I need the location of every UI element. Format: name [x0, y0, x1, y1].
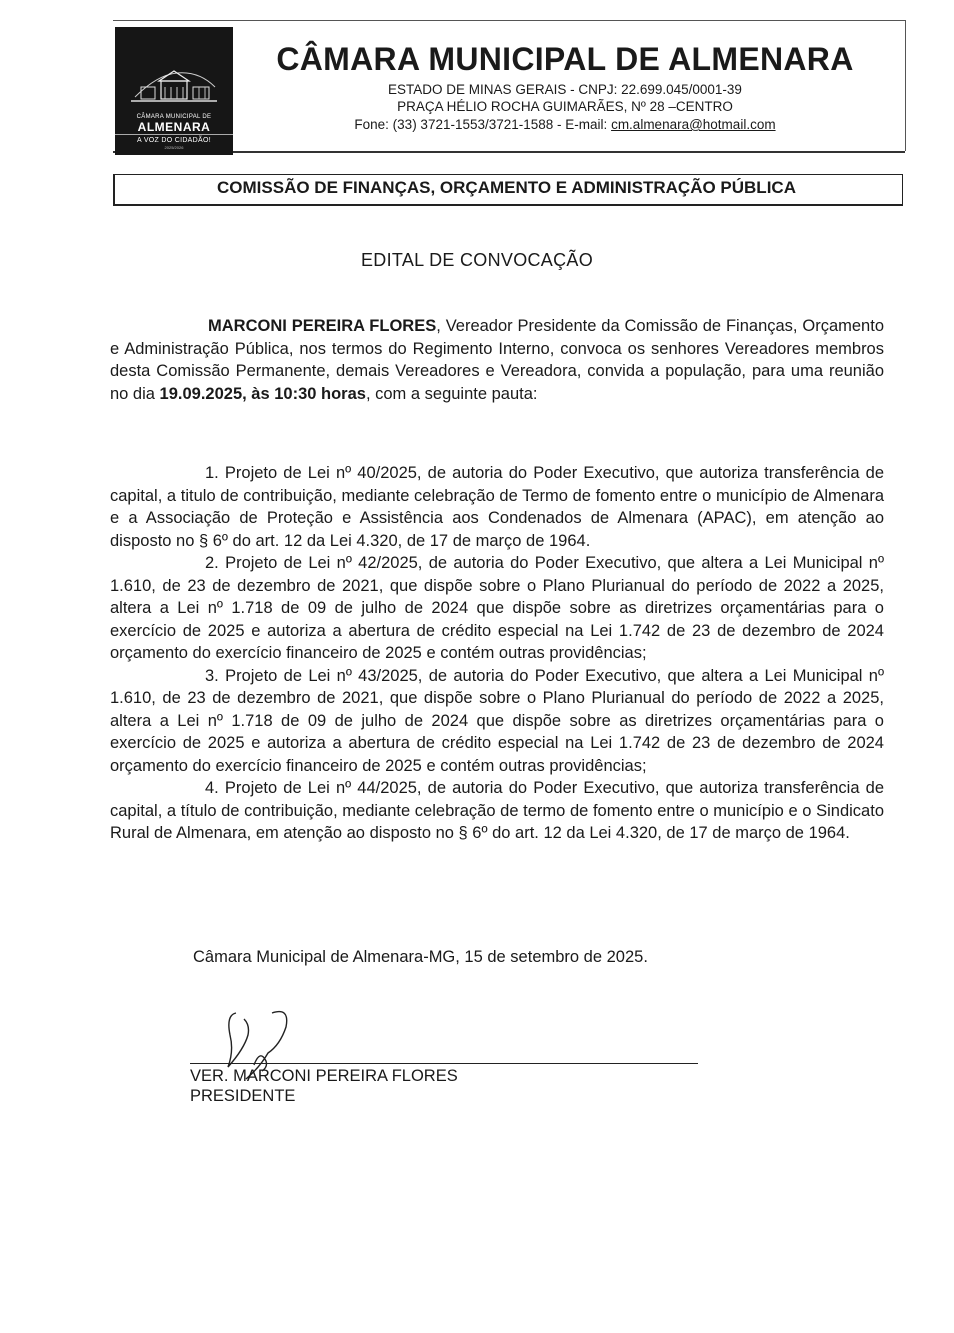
organization-name: CÂMARA MUNICIPAL DE ALMENARA — [276, 41, 854, 77]
logo-line-2: ALMENARA — [115, 120, 233, 135]
chamber-logo — [115, 27, 233, 155]
signer-role: PRESIDENTE — [190, 1087, 296, 1105]
phone-text: Fone: (33) 3721-1553/3721-1588 - E-mail: — [354, 117, 612, 132]
agenda-item: 4. Projeto de Lei nº 44/2025, de autoria do Poder Executivo, que autoriza transferência de capital, a título de contribuição, mediante celebração de termo de fomento entre o município e o Sindicato Rural de Almenara, em atenção ao disposto no § 6º do art. 12 da Lei 4.320, de 17 de março de 1964. — [110, 779, 884, 842]
intro-text-2: , com a seguinte pauta: — [365, 384, 538, 403]
agenda-list — [110, 462, 884, 845]
header-contact-line — [300, 117, 830, 132]
building-icon — [127, 57, 221, 109]
agenda-item: 1. Projeto de Lei nº 40/2025, de autoria do Poder Executivo, que autoriza transferência de capital, a titulo de contribuição, mediante celebração de Termo de fomento entre o município de Almenara e a Associação de Proteção e Assistência aos Condenados de Almenara (APAC), em atenção ao disposto no § 6º do art. 12 da Lei 4.320, de 17 de março de 1964. — [110, 464, 884, 550]
document-title: EDITAL DE CONVOCAÇÃO — [360, 250, 594, 270]
signer-name: VER. MARCONI PEREIRA FLORES — [190, 1067, 458, 1085]
logo-line-4: 2025/2026 — [164, 145, 184, 150]
president-name: MARCONI PEREIRA FLORES — [208, 317, 437, 335]
logo-line-3: A VOZ DO CIDADÃO! — [137, 137, 211, 144]
meeting-date-time: 19.09.2025, às 10:30 horas — [159, 384, 366, 403]
header-state-line: ESTADO DE MINAS GERAIS - CNPJ: 22.699.045/0001-39 — [388, 82, 742, 97]
logo-line-1: CÂMARA MUNICIPAL DE — [136, 114, 212, 120]
agenda-item: 3. Projeto de Lei nº 43/2025, de autoria do Poder Executivo, que altera a Lei Municipal nº 1.610, de 23 de dezembro de 2021, que dispõe sobre o Plano Plurianual do período de 2022 a 2025, altera a Lei nº 1.718 de 09 de julho de 2024 que dispõe sobre as diretrizes orçamentárias para o exercício de 2025 e autoriza a abertura de crédito especial na Lei 1.742 de 23 de dezembro de 2024 orçamento do exercício financeiro de 2025 e contém outras providências; — [110, 666, 884, 775]
signature-line — [190, 1063, 698, 1064]
intro-paragraph — [110, 315, 884, 405]
place-date: Câmara Municipal de Almenara-MG, 15 de setembro de 2025. — [193, 948, 648, 966]
commission-title: COMISSÃO DE FINANÇAS, ORÇAMENTO E ADMINISTRAÇÃO PÚBLICA — [217, 178, 796, 197]
email-link[interactable]: cm.almenara@hotmail.com — [611, 117, 776, 132]
agenda-item: 2. Projeto de Lei nº 42/2025, de autoria do Poder Executivo, que altera a Lei Municipal nº 1.610, de 23 de dezembro de 2021, que dispõe sobre o Plano Plurianual do período de 2022 a 2025, altera a Lei nº 1.718 de 09 de julho de 2024 que dispõe sobre as diretrizes orçamentárias para o exercício de 2025 e autoriza a abertura de crédito especial na Lei 1.742 de 23 de dezembro de 2024 orçamento do exercício financeiro de 2025 e contém outras providências; — [110, 554, 884, 662]
header-address-line: PRAÇA HÉLIO ROCHA GUIMARÃES, Nº 28 –CENTRO — [397, 99, 733, 114]
intro-text-1: , Vereador Presidente da Comissão de Finanças, Orçamento e Administração Pública, nos termos do Regimento Interno, convoca os senhores Vereadores membros desta Comissão Permanente, demais Vereadores e Vereadora, convida a população, para uma reunião no dia — [110, 317, 884, 403]
